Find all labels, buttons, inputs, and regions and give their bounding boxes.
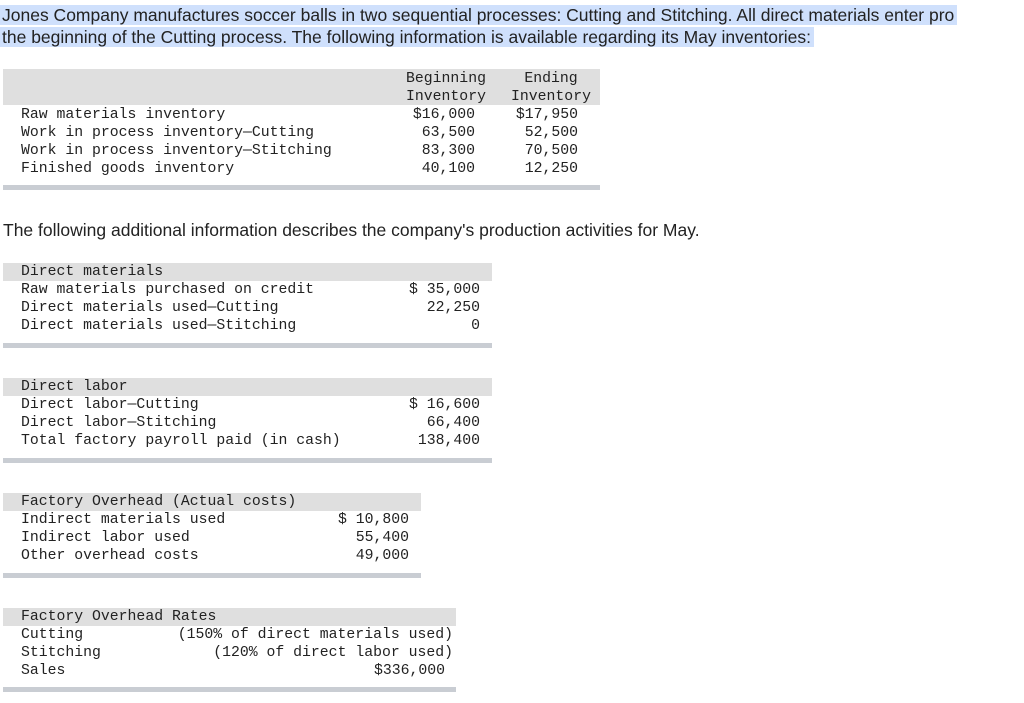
inventory-row-beginning: 63,500 bbox=[421, 125, 475, 141]
problem-intro bbox=[0, 4, 1024, 48]
factory-overhead-row-label: Indirect materials used bbox=[21, 512, 226, 528]
direct-materials-row-value: 22,250 bbox=[426, 300, 480, 316]
direct-labor-bottom-rule bbox=[3, 458, 492, 463]
inventory-row-beginning: 40,100 bbox=[421, 161, 475, 177]
inventory-row-ending: 70,500 bbox=[524, 143, 578, 159]
factory-overhead-row-value: 49,000 bbox=[355, 548, 409, 564]
factory-overhead-row-value: 55,400 bbox=[355, 530, 409, 546]
overhead-rates-row-value: $336,000 bbox=[373, 663, 445, 679]
inventory-row-beginning: $16,000 bbox=[412, 107, 475, 123]
direct-materials-row-value: 0 bbox=[471, 318, 480, 334]
direct-materials-row-label: Direct materials used—Stitching bbox=[21, 318, 297, 334]
direct-materials-row-label: Raw materials purchased on credit bbox=[21, 282, 315, 298]
intro-line-1: Jones Company manufactures soccer balls in two sequential processes: Cutting and Stitching. All direct materials enter pro bbox=[0, 5, 957, 25]
direct-labor-row-value: 138,400 bbox=[417, 433, 480, 449]
inventory-row-label: Work in process inventory—Cutting bbox=[21, 125, 315, 141]
inventory-row-beginning: 83,300 bbox=[421, 143, 475, 159]
overhead-rates-table bbox=[3, 608, 456, 695]
overhead-rates-row-label: Stitching bbox=[21, 645, 101, 661]
inventory-row-ending: 12,250 bbox=[524, 161, 578, 177]
direct-labor-row-label: Direct labor—Cutting bbox=[21, 397, 199, 413]
header-ending-1: Ending bbox=[524, 71, 578, 87]
header-ending-2: Inventory bbox=[511, 89, 591, 105]
header-beginning-2: Inventory bbox=[406, 89, 486, 105]
direct-materials-bottom-rule bbox=[3, 343, 492, 348]
direct-labor-row-label: Total factory payroll paid (in cash) bbox=[21, 433, 341, 449]
direct-labor-table bbox=[3, 378, 492, 465]
direct-materials-row-value: $ 35,000 bbox=[408, 282, 480, 298]
direct-labor-row-value: $ 16,600 bbox=[408, 397, 480, 413]
intro-line-2: the beginning of the Cutting process. The following information is available regarding its May inventories: bbox=[0, 27, 814, 47]
factory-overhead-table bbox=[3, 493, 421, 580]
inventory-bottom-rule bbox=[3, 185, 600, 190]
inventory-row-ending: 52,500 bbox=[524, 125, 578, 141]
overhead-rates-row-value: (120% of direct labor used) bbox=[213, 645, 453, 661]
overhead-rates-row-value: (150% of direct materials used) bbox=[177, 627, 453, 643]
direct-materials-table bbox=[3, 263, 492, 350]
direct-labor-row-label: Direct labor—Stitching bbox=[21, 415, 217, 431]
direct-labor-title: Direct labor bbox=[21, 379, 128, 395]
direct-materials-row-label: Direct materials used—Cutting bbox=[21, 300, 279, 316]
overhead-rates-row-label: Cutting bbox=[21, 627, 84, 643]
factory-overhead-row-label: Other overhead costs bbox=[21, 548, 199, 564]
direct-materials-title: Direct materials bbox=[21, 264, 164, 280]
inventory-table bbox=[3, 69, 600, 191]
additional-info-text: The following additional information describes the company's production activities for May. bbox=[3, 220, 700, 240]
factory-overhead-bottom-rule bbox=[3, 573, 421, 578]
header-beginning-1: Beginning bbox=[406, 71, 486, 87]
overhead-rates-title: Factory Overhead Rates bbox=[21, 609, 217, 625]
factory-overhead-row-label: Indirect labor used bbox=[21, 530, 190, 546]
direct-labor-row-value: 66,400 bbox=[426, 415, 480, 431]
inventory-row-label: Raw materials inventory bbox=[21, 107, 226, 123]
inventory-row-ending: $17,950 bbox=[515, 107, 578, 123]
overhead-rates-row-label: Sales bbox=[21, 663, 66, 679]
inventory-row-label: Work in process inventory—Stitching bbox=[21, 143, 332, 159]
factory-overhead-title: Factory Overhead (Actual costs) bbox=[21, 494, 297, 510]
overhead-rates-bottom-rule bbox=[3, 687, 456, 692]
inventory-row-label: Finished goods inventory bbox=[21, 161, 235, 177]
factory-overhead-row-value: $ 10,800 bbox=[337, 512, 409, 528]
